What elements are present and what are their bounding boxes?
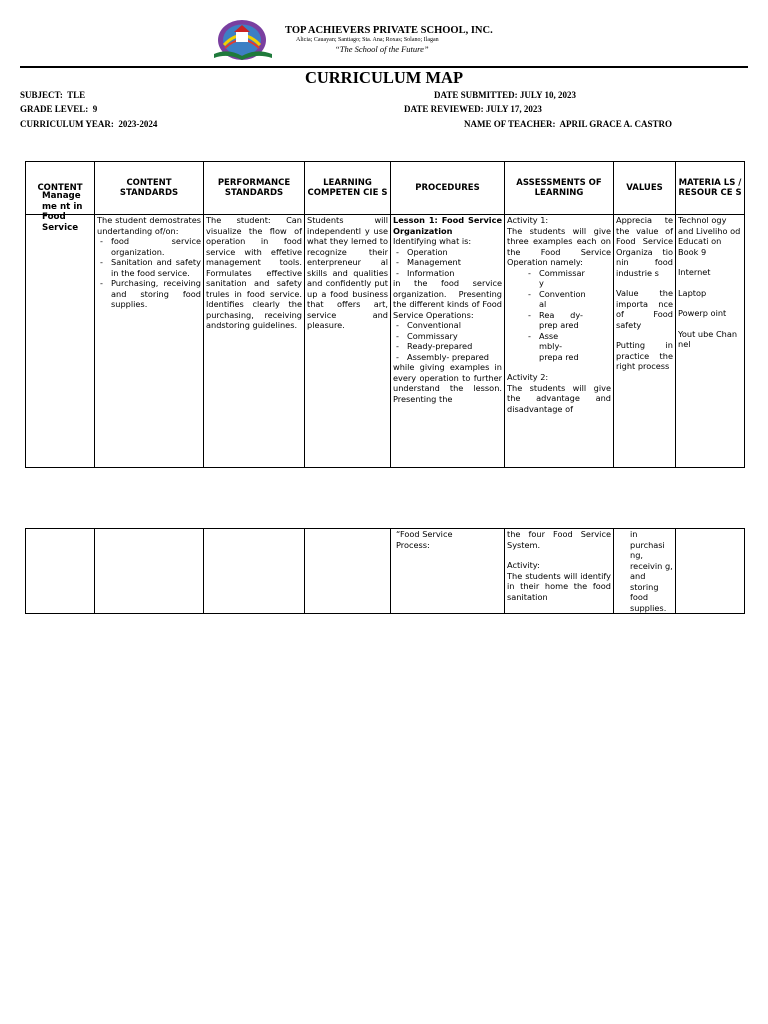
list-item: - Conventional [393, 320, 502, 331]
header-learning-competencies: LEARNING COMPETEN CIE S [305, 162, 391, 215]
table-header-row [26, 162, 745, 215]
list-item: - Commissar y [525, 268, 583, 289]
content-standards-list [97, 236, 201, 310]
list-item: - Purchasing, receiving and storing food supplies. [97, 278, 201, 310]
list-item: - Rea dy- prep ared [525, 310, 583, 331]
header-procedures: PROCEDURES [391, 162, 505, 215]
table-row [26, 529, 745, 614]
content-standards-cell [95, 529, 204, 614]
header-content: CONTENT [26, 162, 95, 215]
subject-label: SUBJECT: TLE [20, 90, 86, 100]
school-address: Alicia; Cauayan; Santiago; Sta. Ana; Roxas; Solano; Ilagan [296, 37, 439, 43]
date-reviewed-label: DATE REVIEWED: JULY 17, 2023 [404, 104, 542, 114]
list-item: - Ready-prepared [393, 341, 502, 352]
school-motto: “The School of the Future” [335, 44, 429, 54]
header-values: VALUES [614, 162, 676, 215]
content-standards-cell: The student demostrates undertanding of/on: - food service organization. - Sanitation and safety in the food service. - Purchasing, receiving and storing food supplies. [95, 215, 204, 468]
table-row [26, 215, 745, 468]
school-name: TOP ACHIEVERS PRIVATE SCHOOL, INC. [285, 25, 493, 36]
assessments-cell: Activity 1: The students will give three examples each on the Food Service Operation namely: - Commissar y - Convention al - Rea dy- prep ared - Asse mbly- prepa red Activity 2: The students will give the advantage and disadvantage of [505, 215, 614, 468]
learning-competencies-cell [305, 529, 391, 614]
header-materials: MATERIA LS / RESOUR CE S [676, 162, 745, 215]
list-item: - Management [393, 257, 502, 268]
performance-standards-cell [204, 529, 305, 614]
document-title: CURRICULUM MAP [304, 68, 464, 87]
procedures-cell: “Food Service Process: [391, 529, 505, 614]
materials-cell: Technol ogy and Liveliho od Educati on Book 9 Internet Laptop Powerp oint Yout ube Chan nel [676, 215, 745, 468]
performance-standards-cell: The student: Can visualize the flow of operation in food service with effetive management tools. Formulates effective sanitation and safety trules in food service. Identifies clearly the purchasing, receiving andstoring guidelines. [204, 215, 305, 468]
content-cell [26, 529, 95, 614]
content-cell: Manage me nt in Food Service [26, 215, 95, 468]
values-cell: in purchasi ng, receivin g, and storing food supplies. [614, 529, 676, 614]
grade-level-label: GRADE LEVEL: 9 [20, 104, 98, 114]
header-content-standards: CONTENT STANDARDS [95, 162, 204, 215]
teacher-name-label: NAME OF TEACHER: APRIL GRACE A. CASTRO [464, 119, 673, 129]
values-cell: Apprecia te the value of Food Service Organiza tio nin food industrie s Value the importa nce of Food safety Putting in practice the right process [614, 215, 676, 468]
curriculum-table-continued [25, 528, 745, 614]
list-item: - Asse mbly- prepa red [525, 331, 583, 363]
list-item: - Sanitation and safety in the food service. [97, 257, 201, 278]
materials-cell [676, 529, 745, 614]
procedures-cell: Lesson 1: Food Service Organization Identifying what is: - Operation - Management - Information in the food service organization. Presenting the different kinds of Food Service Operations: - Conventional - Commissary - Ready-prepared - Assembly- prepared while giving examples in every operation to further understand the lesson. Presenting the [391, 215, 505, 468]
list-item: - Operation [393, 247, 502, 258]
list-item: - Information [393, 268, 502, 279]
header-performance-standards: PERFORMANCE STANDARDS [204, 162, 305, 215]
list-item: - food service organization. [97, 236, 201, 257]
school-logo-icon [214, 12, 272, 62]
curriculum-year-label: CURRICULUM YEAR: 2023-2024 [20, 119, 158, 129]
list-item: - Commissary [393, 331, 502, 342]
learning-competencies-cell: Students will independentl y use what they lerned to recognize their enterpreneur al skills and qualities and confidently put up a food business that offers art, service and pleasure. [305, 215, 391, 468]
lesson-title: Lesson 1: Food Service Organization [393, 215, 502, 236]
curriculum-table [25, 161, 745, 468]
list-item: - Convention al [525, 289, 583, 310]
header-assessments: ASSESSMENTS OF LEARNING [505, 162, 614, 215]
date-submitted-label: DATE SUBMITTED: JULY 10, 2023 [434, 90, 576, 100]
assessments-cell: the four Food Service System. Activity: The students will identify in their home the food sanitation [505, 529, 614, 614]
list-item: - Assembly- prepared [393, 352, 502, 363]
